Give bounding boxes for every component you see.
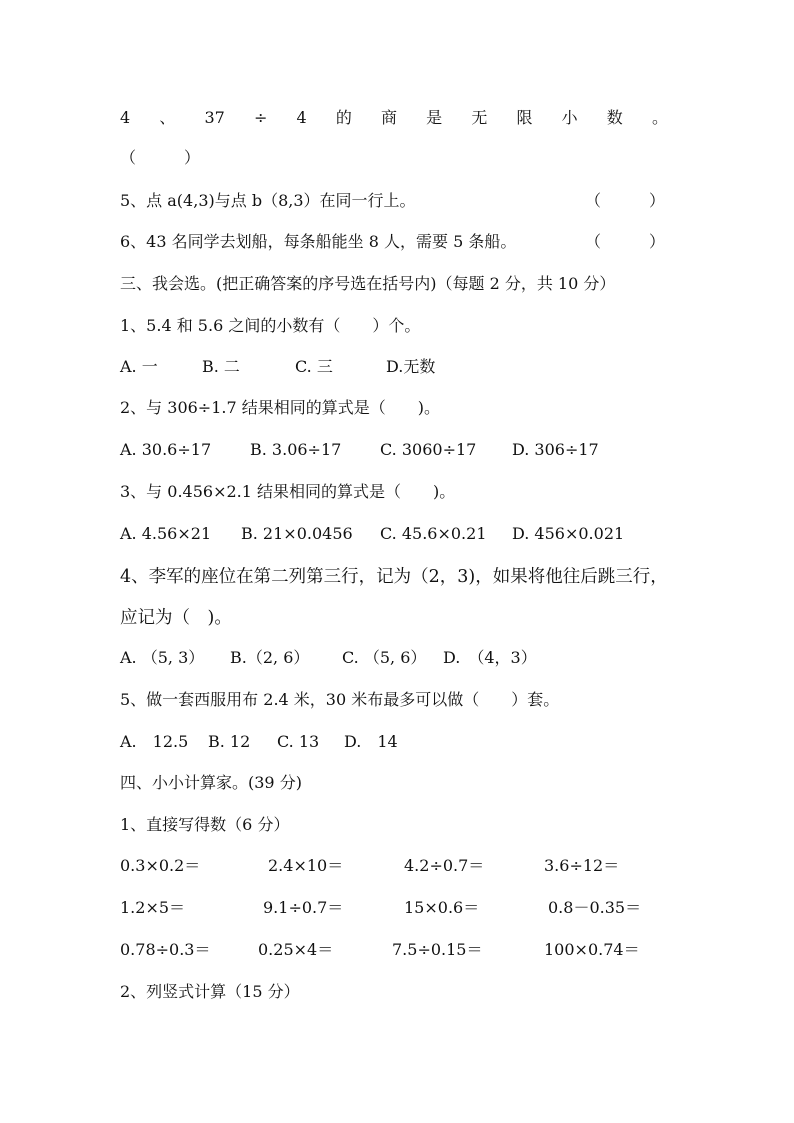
option-a[interactable]: A. 4.56×21 (120, 524, 212, 543)
q4-token: 小 (561, 108, 578, 127)
q4-token: 4 (120, 108, 131, 127)
option-d[interactable]: D.无数 (386, 357, 436, 376)
calc-item: 0.78÷0.3＝ (120, 940, 211, 959)
section4-sub2: 2、列竖式计算（15 分） (120, 982, 300, 1001)
choice-q4-text-line1: 4、李军的座位在第二列第三行，记为（2，3)，如果将他往后跳三行， (120, 567, 668, 587)
calc-item: 2.4×10＝ (268, 856, 344, 875)
calc-item: 0.8－0.35＝ (548, 898, 642, 917)
calc-item: 7.5÷0.15＝ (392, 940, 483, 959)
judge-q6-text: 6、43 名同学去划船，每条船能坐 8 人，需要 5 条船。 (120, 232, 517, 251)
q4-token: 4 (296, 108, 307, 127)
q4-token: 。 (651, 108, 668, 127)
option-d[interactable]: D. 456×0.021 (512, 524, 625, 543)
calc-item: 15×0.6＝ (404, 898, 480, 917)
q4-token: 的 (335, 108, 352, 127)
option-b[interactable]: B. 3.06÷17 (250, 440, 342, 459)
section3-title: 三、我会选。(把正确答案的序号选在括号内)（每题 2 分，共 10 分） (120, 274, 616, 293)
q4-token: 无 (471, 108, 488, 127)
judge-q5-text: 5、点 a(4,3)与点 b（8,3）在同一行上。 (120, 191, 416, 210)
q4-token: ÷ (253, 108, 268, 127)
option-a[interactable]: A. （5, 3） (120, 648, 205, 667)
option-c[interactable]: C. 三 (295, 357, 333, 376)
choice-q4-text-line2: 应记为（ )。 (120, 608, 232, 628)
q4-token: 是 (426, 108, 443, 127)
option-c[interactable]: C. 3060÷17 (380, 440, 477, 459)
option-c[interactable]: C. （5, 6） (342, 648, 427, 667)
calc-item: 4.2÷0.7＝ (404, 856, 485, 875)
calc-item: 100×0.74＝ (544, 940, 640, 959)
choice-q1-text: 1、5.4 和 5.6 之间的小数有（ ）个。 (120, 316, 421, 335)
q4-token: 、 (159, 108, 176, 127)
judge-q6-answer-blank[interactable]: （ ） (585, 232, 666, 251)
calc-item: 3.6÷12＝ (544, 856, 620, 875)
calc-item: 1.2×5＝ (120, 898, 186, 917)
option-b[interactable]: B.（2, 6） (230, 648, 310, 667)
section4-title: 四、小小计算家。(39 分) (120, 773, 302, 792)
calc-item: 9.1÷0.7＝ (263, 898, 344, 917)
judge-q5-answer-blank[interactable]: （ ） (585, 191, 666, 210)
option-d[interactable]: D. 14 (344, 732, 398, 751)
option-a[interactable]: A. 12.5 (120, 732, 189, 751)
option-a[interactable]: A. 一 (120, 357, 158, 376)
option-b[interactable]: B. 21×0.0456 (241, 524, 353, 543)
option-c[interactable]: C. 13 (277, 732, 320, 751)
judge-q4-statement (120, 108, 668, 128)
option-a[interactable]: A. 30.6÷17 (120, 440, 212, 459)
calc-item: 0.3×0.2＝ (120, 856, 201, 875)
judge-q4-answer-blank[interactable]: （ ） (120, 148, 201, 167)
q4-token: 37 (204, 108, 225, 127)
option-b[interactable]: B. 二 (202, 357, 240, 376)
option-b[interactable]: B. 12 (208, 732, 251, 751)
option-c[interactable]: C. 45.6×0.21 (380, 524, 487, 543)
option-d[interactable]: D. 306÷17 (512, 440, 599, 459)
choice-q3-text: 3、与 0.456×2.1 结果相同的算式是（ )。 (120, 482, 456, 501)
option-d[interactable]: D. （4，3） (443, 648, 537, 667)
section4-sub1: 1、直接写得数（6 分） (120, 815, 290, 834)
q4-token: 商 (381, 108, 398, 127)
calc-item: 0.25×4＝ (258, 940, 334, 959)
q4-token: 限 (516, 108, 533, 127)
choice-q2-text: 2、与 306÷1.7 结果相同的算式是（ )。 (120, 398, 440, 417)
choice-q5-text: 5、做一套西服用布 2.4 米，30 米布最多可以做（ ）套。 (120, 690, 560, 709)
q4-token: 数 (606, 108, 623, 127)
